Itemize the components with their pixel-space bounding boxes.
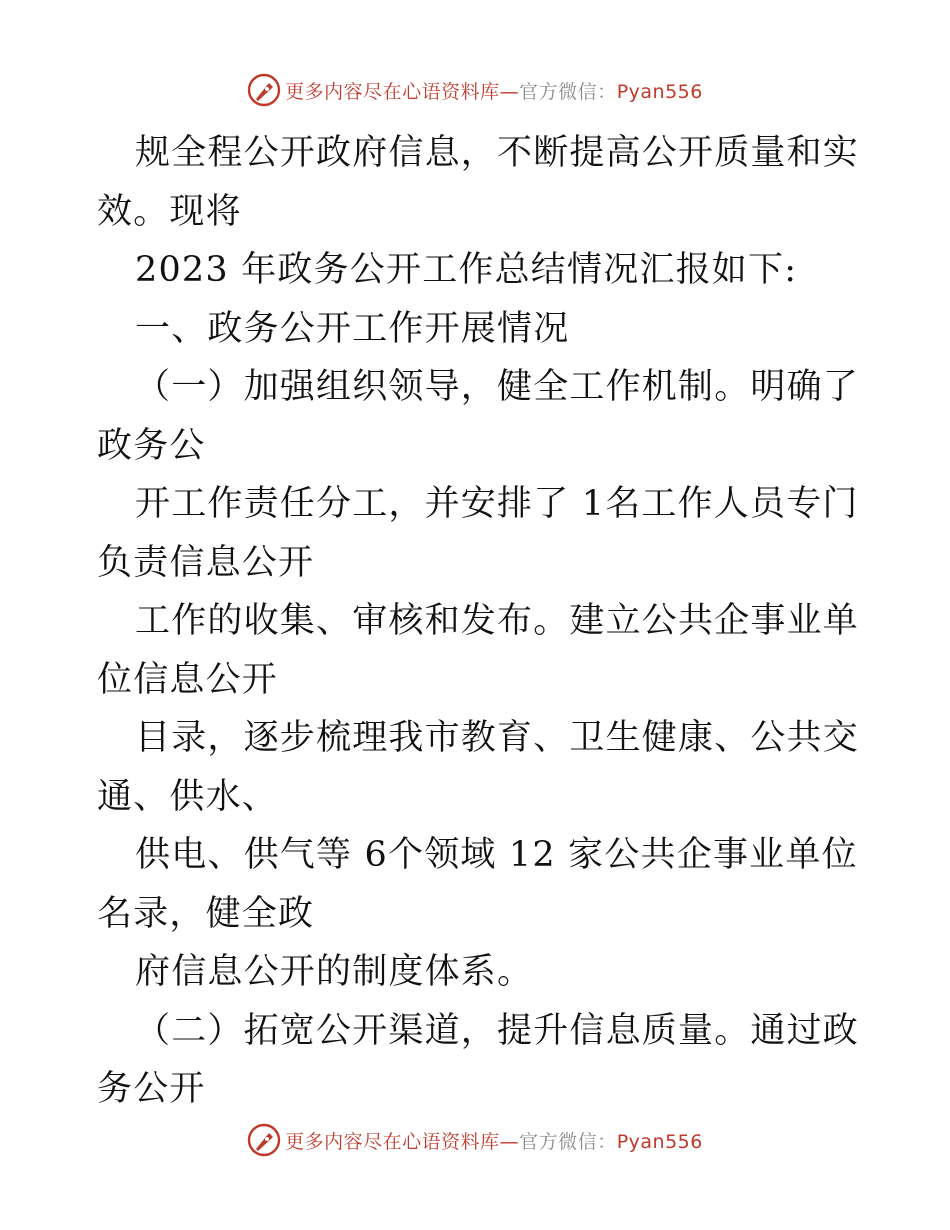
banner-title: 更多内容尽在心语资料库	[285, 1130, 500, 1153]
paragraph: 开工作责任分工，并安排了 1名工作人员专门负责信息公开	[97, 484, 859, 583]
paragraph: 目录，逐步梳理我市教育、卫生健康、公共交通、供水、	[97, 718, 860, 817]
paragraph: 2023 年政务公开工作总结情况汇报如下:	[135, 250, 798, 290]
paragraph: （二）拓宽公开渠道，提升信息质量。通过政务公开	[97, 1010, 860, 1109]
pen-nib-logo-icon	[247, 73, 281, 107]
pen-nib-logo-icon	[247, 1123, 281, 1157]
paragraph: 府信息公开的制度体系。	[135, 952, 534, 992]
banner-text	[285, 1127, 703, 1154]
paragraph: 供电、供气等 6个领域 12 家公共企事业单位名录，健全政	[97, 835, 858, 934]
document-body	[97, 124, 877, 1119]
banner-title: 更多内容尽在心语资料库	[285, 80, 500, 103]
paragraph: 规全程公开政府信息，不断提高公开质量和实效。现将	[97, 133, 860, 232]
paragraph: （一）加强组织领导，健全工作机制。明确了政务公	[97, 367, 860, 466]
banner-wechat-id: Pyan556	[616, 1130, 703, 1153]
banner-text	[285, 77, 703, 104]
banner-wechat-label: 官方微信：	[519, 80, 617, 103]
banner-dash: —	[499, 1130, 520, 1153]
banner-dash: —	[499, 80, 520, 103]
banner-wechat-id: Pyan556	[616, 80, 703, 103]
paragraph: 工作的收集、审核和发布。建立公共企事业单位信息公开	[97, 601, 860, 700]
header-banner	[0, 70, 950, 110]
section-heading: 一、政务公开工作开展情况	[135, 308, 570, 349]
banner-wechat-label: 官方微信：	[519, 1130, 617, 1153]
footer-banner	[0, 1120, 950, 1160]
